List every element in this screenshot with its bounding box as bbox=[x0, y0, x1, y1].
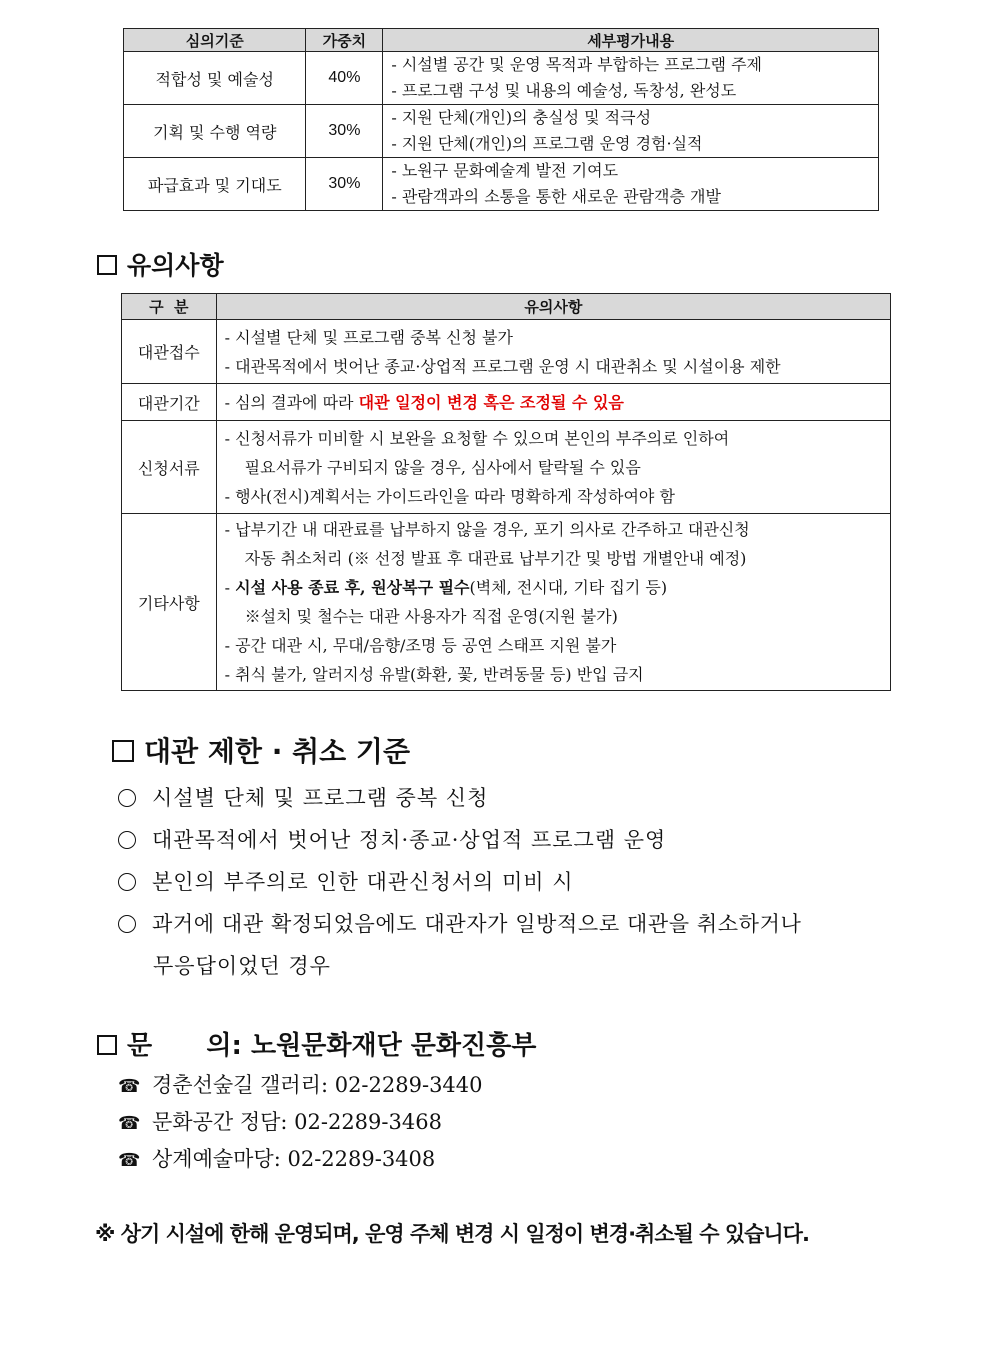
note-line: - 취식 불가, 알러지성 유발(화환, 꽃, 반려동물 등) 반입 금지 bbox=[224, 665, 644, 684]
detail-line: - 지원 단체(개인)의 충실성 및 적극성 bbox=[391, 108, 652, 127]
contact-title: 문 의: 노원문화재단 문화진흥부 bbox=[127, 1031, 537, 1061]
contact-heading bbox=[97, 1025, 536, 1062]
category-cell: 대관접수 bbox=[122, 320, 217, 384]
footer-notice: ※ 상기 시설에 한해 운영되며, 운영 주체 변경 시 일정이 변경·취소될 수 있습니다. bbox=[95, 1222, 809, 1246]
list-item bbox=[118, 782, 488, 812]
note-line: - 공간 대관 시, 무대/음향/조명 등 공연 스태프 지원 불가 bbox=[224, 636, 617, 655]
weight-cell: 30% bbox=[306, 158, 383, 211]
weight-cell: 30% bbox=[306, 105, 383, 158]
list-item bbox=[118, 824, 666, 854]
table-row bbox=[122, 421, 891, 514]
category-cell: 신청서류 bbox=[122, 421, 217, 514]
contact-text: 경춘선숲길 갤러리: 02-2289-3440 bbox=[152, 1073, 483, 1097]
list-item-text: 본인의 부주의로 인한 대관신청서의 미비 시 bbox=[152, 870, 574, 894]
header-notes: 유의사항 bbox=[216, 294, 890, 320]
detail-line: - 지원 단체(개인)의 프로그램 운영 경험·실적 bbox=[391, 134, 703, 153]
details-cell bbox=[383, 158, 879, 211]
list-item-text: 대관목적에서 벗어난 정치·종교·상업적 프로그램 운영 bbox=[152, 828, 667, 852]
table-row bbox=[124, 105, 879, 158]
circle-bullet-icon bbox=[118, 789, 136, 807]
table-header-row bbox=[124, 29, 879, 52]
detail-line: - 프로그램 구성 및 내용의 예술성, 독창성, 완성도 bbox=[391, 81, 737, 100]
criterion-cell: 기획 및 수행 역량 bbox=[124, 105, 306, 158]
note-line: - 시설별 단체 및 프로그램 중복 신청 불가 bbox=[224, 327, 513, 347]
note-line: - 납부기간 내 대관료를 납부하지 않을 경우, 포기 의사로 간주하고 대관신청 bbox=[224, 520, 750, 539]
restriction-heading bbox=[112, 730, 410, 770]
telephone-icon: ☎ bbox=[118, 1076, 141, 1097]
criterion-cell: 파급효과 및 기대도 bbox=[124, 158, 306, 211]
table-row bbox=[122, 384, 891, 421]
note-line: - 신청서류가 미비할 시 보완을 요청할 수 있으며 본인의 부주의로 인하여 bbox=[224, 428, 730, 448]
category-cell: 대관기간 bbox=[122, 384, 217, 421]
list-item-continuation: 무응답이었던 경우 bbox=[153, 954, 331, 978]
header-weight: 가중치 bbox=[306, 29, 383, 52]
weight-cell: 40% bbox=[306, 52, 383, 105]
contact-text: 상계예술마당: 02-2289-3408 bbox=[152, 1147, 436, 1171]
restriction-title: 대관 제한 · 취소 기준 bbox=[144, 735, 411, 768]
circle-bullet-icon bbox=[118, 915, 136, 933]
notes-cell bbox=[216, 320, 890, 384]
table-row bbox=[124, 52, 879, 105]
evaluation-criteria-table bbox=[123, 28, 879, 211]
header-details: 세부평가내용 bbox=[383, 29, 879, 52]
contact-line bbox=[118, 1143, 435, 1173]
detail-line: - 노원구 문화예술계 발전 기여도 bbox=[391, 161, 619, 180]
note-line bbox=[225, 388, 890, 417]
note-line: - 시설 사용 종료 후, 원상복구 필수(벽체, 전시대, 기타 집기 등) bbox=[224, 578, 668, 597]
criterion-cell: 적합성 및 예술성 bbox=[124, 52, 306, 105]
circle-bullet-icon bbox=[118, 873, 136, 891]
details-cell bbox=[383, 105, 879, 158]
note-line: - 대관목적에서 벗어난 종교·상업적 프로그램 운영 시 대관취소 및 시설이용 제한 bbox=[224, 356, 781, 376]
contact-line bbox=[118, 1106, 442, 1136]
note-bold-text: 시설 사용 종료 후, 원상복구 필수 bbox=[235, 578, 470, 597]
notes-cell bbox=[216, 514, 890, 691]
telephone-icon: ☎ bbox=[118, 1113, 141, 1134]
note-line: ※설치 및 철수는 대관 사용자가 직접 운영(지원 불가) bbox=[244, 607, 618, 626]
header-criterion: 심의기준 bbox=[124, 29, 306, 52]
note-line: - 행사(전시)계획서는 가이드라인을 따라 명확하게 작성하여야 함 bbox=[224, 486, 675, 506]
checkbox-square-icon bbox=[97, 1035, 117, 1055]
category-cell: 기타사항 bbox=[122, 514, 217, 691]
detail-line: - 시설별 공간 및 운영 목적과 부합하는 프로그램 주제 bbox=[391, 55, 763, 74]
list-item-text: 시설별 단체 및 프로그램 중복 신청 bbox=[152, 786, 489, 810]
note-line: 자동 취소처리 (※ 선정 발표 후 대관료 납부기간 및 방법 개별안내 예정) bbox=[244, 549, 747, 568]
note-text: - 심의 결과에 따라 bbox=[224, 392, 359, 412]
checkbox-square-icon bbox=[112, 740, 134, 762]
contact-line bbox=[118, 1069, 483, 1099]
notes-cell bbox=[216, 384, 890, 421]
table-header-row bbox=[122, 294, 891, 320]
notes-cell bbox=[216, 421, 890, 514]
telephone-icon: ☎ bbox=[118, 1150, 141, 1171]
notes-heading bbox=[97, 246, 224, 282]
highlighted-warning: 대관 일정이 변경 혹은 조정될 수 있음 bbox=[358, 392, 624, 412]
note-line: 필요서류가 구비되지 않을 경우, 심사에서 탈락될 수 있음 bbox=[244, 457, 641, 477]
details-cell bbox=[383, 52, 879, 105]
list-item-text: 과거에 대관 확정되었음에도 대관자가 일방적으로 대관을 취소하거나 bbox=[152, 912, 802, 936]
note-text: (벽체, 전시대, 기타 집기 등) bbox=[469, 578, 668, 597]
checkbox-square-icon bbox=[97, 255, 117, 275]
list-item bbox=[118, 908, 801, 938]
table-row bbox=[122, 320, 891, 384]
header-category: 구 분 bbox=[122, 294, 217, 320]
table-row bbox=[122, 514, 891, 691]
circle-bullet-icon bbox=[118, 831, 136, 849]
contact-text: 문화공간 정담: 02-2289-3468 bbox=[152, 1110, 442, 1134]
table-row bbox=[124, 158, 879, 211]
detail-line: - 관람객과의 소통을 통한 새로운 관람객층 개발 bbox=[391, 187, 721, 206]
notes-table bbox=[121, 293, 891, 691]
list-item bbox=[118, 866, 574, 896]
notes-title: 유의사항 bbox=[127, 251, 224, 280]
